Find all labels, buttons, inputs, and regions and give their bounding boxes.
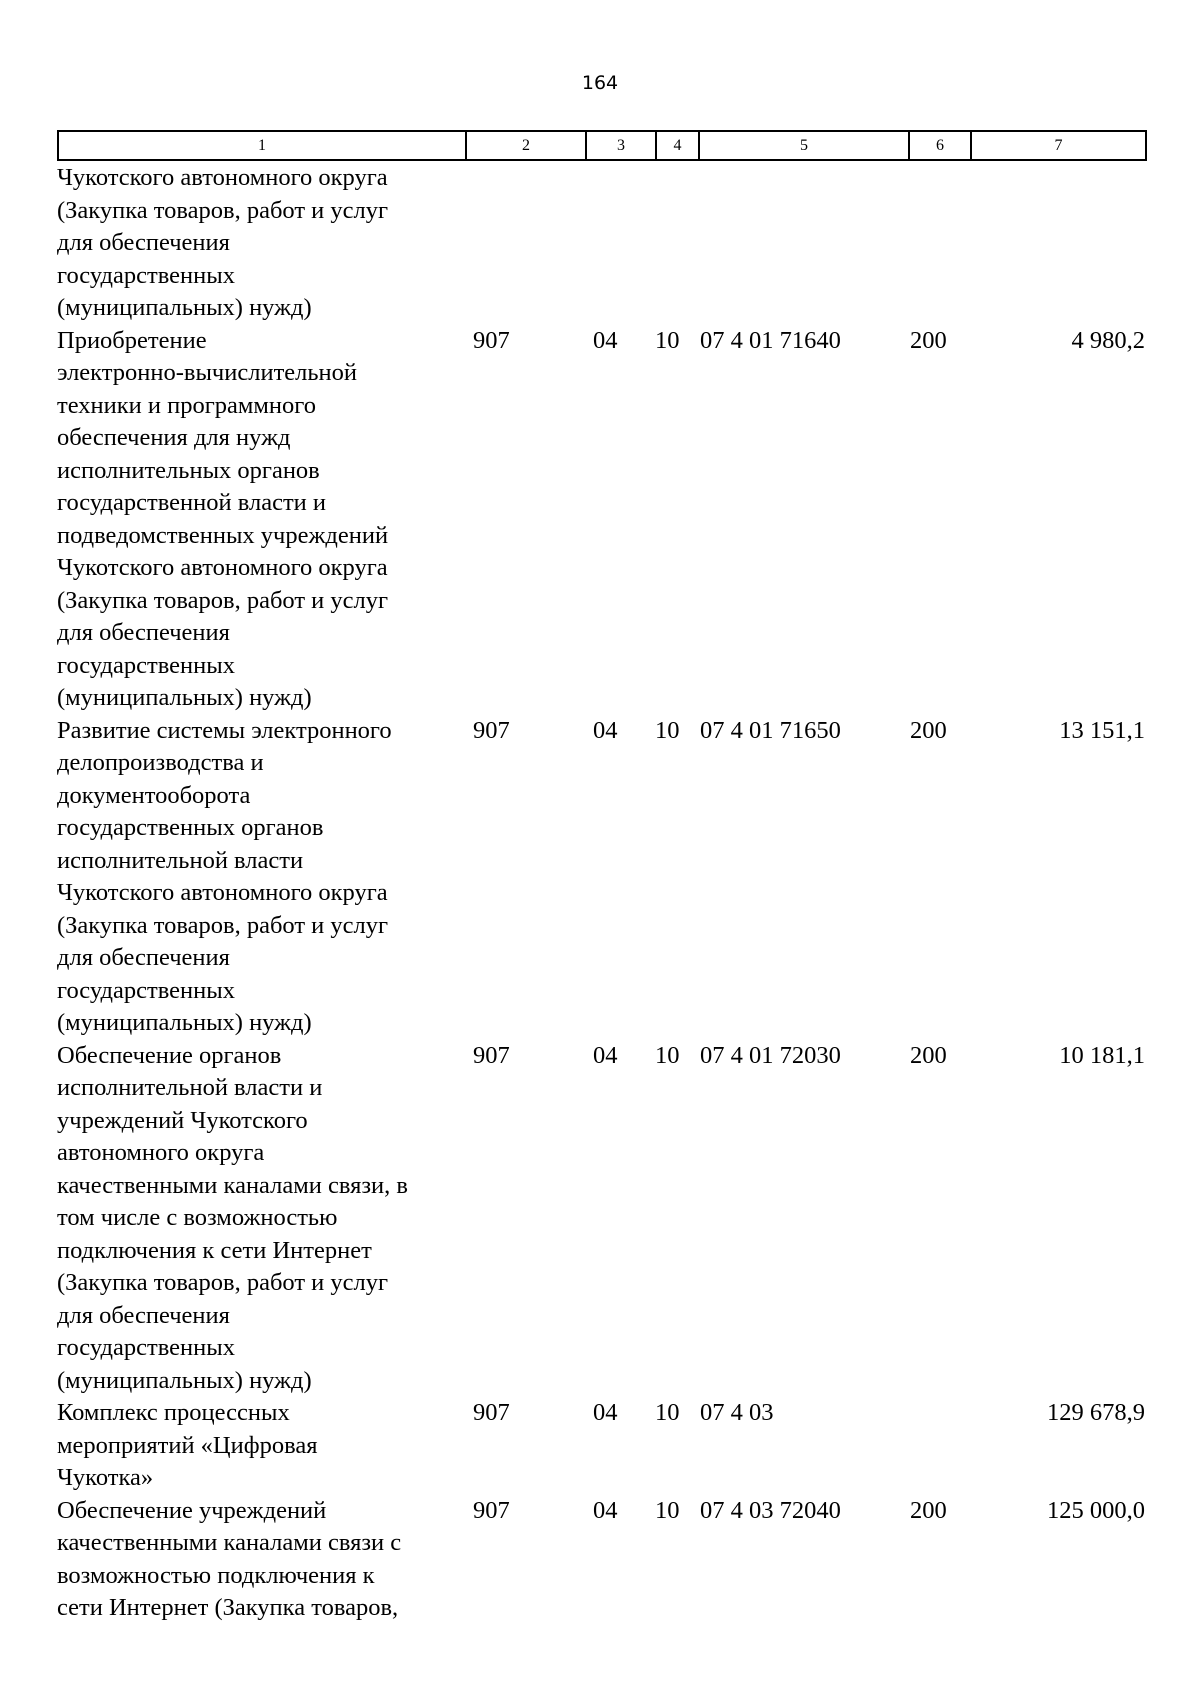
section-code: 04 (593, 1041, 618, 1069)
description-line: государственных органов (57, 814, 324, 841)
description-line: (Закупка товаров, работ и услуг (57, 196, 389, 224)
table-row (57, 1495, 1145, 1625)
row-description (57, 325, 465, 715)
description-line: Обеспечение органов (57, 1041, 282, 1069)
description-line: Приобретение (57, 326, 207, 354)
description-line: (муниципальных) нужд) (57, 684, 312, 711)
description-line: качественными каналами связи, в (57, 1171, 408, 1199)
description-line: подключения к сети Интернет (57, 1236, 372, 1264)
description-line: Обеспечение учреждений (57, 1496, 327, 1524)
section-code: 04 (593, 326, 618, 354)
ministry-code: 907 (473, 716, 510, 744)
description-line: исполнительных органов (57, 456, 320, 484)
header-cell-2: 2 (466, 131, 586, 160)
description-line: исполнительной власти (57, 846, 304, 874)
row-description (57, 715, 465, 1040)
description-line: техники и программного (57, 391, 316, 419)
header-cell-1: 1 (58, 131, 466, 160)
column-number-header (57, 130, 1147, 161)
description-line: государственных (57, 1334, 235, 1361)
description-line: Чукотского автономного округа (57, 164, 388, 191)
table-row (57, 1397, 1145, 1495)
row-description (57, 1397, 465, 1495)
header-cell-7: 7 (971, 131, 1146, 160)
description-line: подведомственных учреждений (57, 521, 389, 549)
description-line: сети Интернет (Закупка товаров, (57, 1594, 399, 1621)
description-line: мероприятий «Цифровая (57, 1431, 318, 1459)
amount: 125 000,0 (1047, 1496, 1145, 1524)
description-line: автономного округа (57, 1139, 265, 1166)
expense-type-code: 200 (910, 1041, 947, 1069)
amount: 13 151,1 (1059, 716, 1145, 744)
description-line: Чукотского автономного округа (57, 879, 388, 906)
description-line: (Закупка товаров, работ и услуг (57, 1269, 389, 1296)
description-line: документооборота (57, 781, 251, 809)
description-line: том числе с возможностью (57, 1204, 338, 1231)
description-line: делопроизводства и (57, 749, 264, 776)
subsection-code: 10 (655, 1041, 680, 1069)
expense-type-code: 200 (910, 1496, 947, 1524)
target-article-code: 07 4 01 72030 (700, 1041, 841, 1069)
description-line: государственных (57, 651, 235, 679)
expense-type-code: 200 (910, 326, 947, 354)
ministry-code: 907 (473, 1399, 510, 1426)
description-line: (муниципальных) нужд) (57, 294, 312, 321)
description-line: государственных (57, 976, 235, 1004)
description-line: для обеспечения (57, 619, 230, 646)
description-line: (Закупка товаров, работ и услуг (57, 586, 389, 614)
row-description (57, 162, 465, 325)
budget-table-body (57, 162, 1145, 1625)
target-article-code: 07 4 03 (700, 1399, 774, 1426)
description-line: Развитие системы электронного (57, 716, 392, 744)
amount: 129 678,9 (1047, 1399, 1145, 1426)
description-line: учреждений Чукотского (57, 1106, 308, 1134)
description-line: возможностью подключения к (57, 1561, 375, 1589)
description-line: (муниципальных) нужд) (57, 1009, 312, 1036)
description-line: государственной власти и (57, 489, 327, 516)
description-line: для обеспечения (57, 229, 230, 256)
description-line: государственных (57, 261, 235, 289)
description-line: Чукотского автономного округа (57, 554, 388, 581)
description-line: (Закупка товаров, работ и услуг (57, 911, 389, 939)
table-row (57, 325, 1145, 715)
amount: 4 980,2 (1071, 326, 1145, 354)
subsection-code: 10 (655, 326, 680, 354)
table-row (57, 162, 1145, 325)
description-line: обеспечения для нужд (57, 424, 291, 451)
table-row (57, 715, 1145, 1040)
description-line: (муниципальных) нужд) (57, 1366, 312, 1394)
subsection-code: 10 (655, 1399, 680, 1426)
description-line: электронно-вычислительной (57, 359, 358, 386)
header-cell-6: 6 (909, 131, 971, 160)
expense-type-code: 200 (910, 716, 947, 744)
ministry-code: 907 (473, 1041, 510, 1069)
header-cell-4: 4 (656, 131, 699, 160)
description-line: исполнительной власти и (57, 1074, 323, 1101)
subsection-code: 10 (655, 1496, 680, 1524)
target-article-code: 07 4 03 72040 (700, 1496, 841, 1524)
row-description (57, 1040, 465, 1398)
section-code: 04 (593, 1399, 618, 1426)
header-cell-5: 5 (699, 131, 909, 160)
table-row (57, 1040, 1145, 1398)
section-code: 04 (593, 716, 618, 744)
description-line: Чукотка» (57, 1464, 154, 1491)
description-line: Комплекс процессных (57, 1399, 290, 1426)
description-line: для обеспечения (57, 944, 230, 971)
section-code: 04 (593, 1496, 618, 1524)
subsection-code: 10 (655, 716, 680, 744)
header-cell-3: 3 (586, 131, 656, 160)
ministry-code: 907 (473, 1496, 510, 1524)
description-line: для обеспечения (57, 1301, 230, 1329)
amount: 10 181,1 (1059, 1041, 1145, 1069)
target-article-code: 07 4 01 71640 (700, 326, 841, 354)
description-line: качественными каналами связи с (57, 1529, 402, 1556)
ministry-code: 907 (473, 326, 510, 354)
row-description (57, 1495, 465, 1625)
target-article-code: 07 4 01 71650 (700, 716, 841, 744)
page-number: 164 (581, 72, 619, 94)
